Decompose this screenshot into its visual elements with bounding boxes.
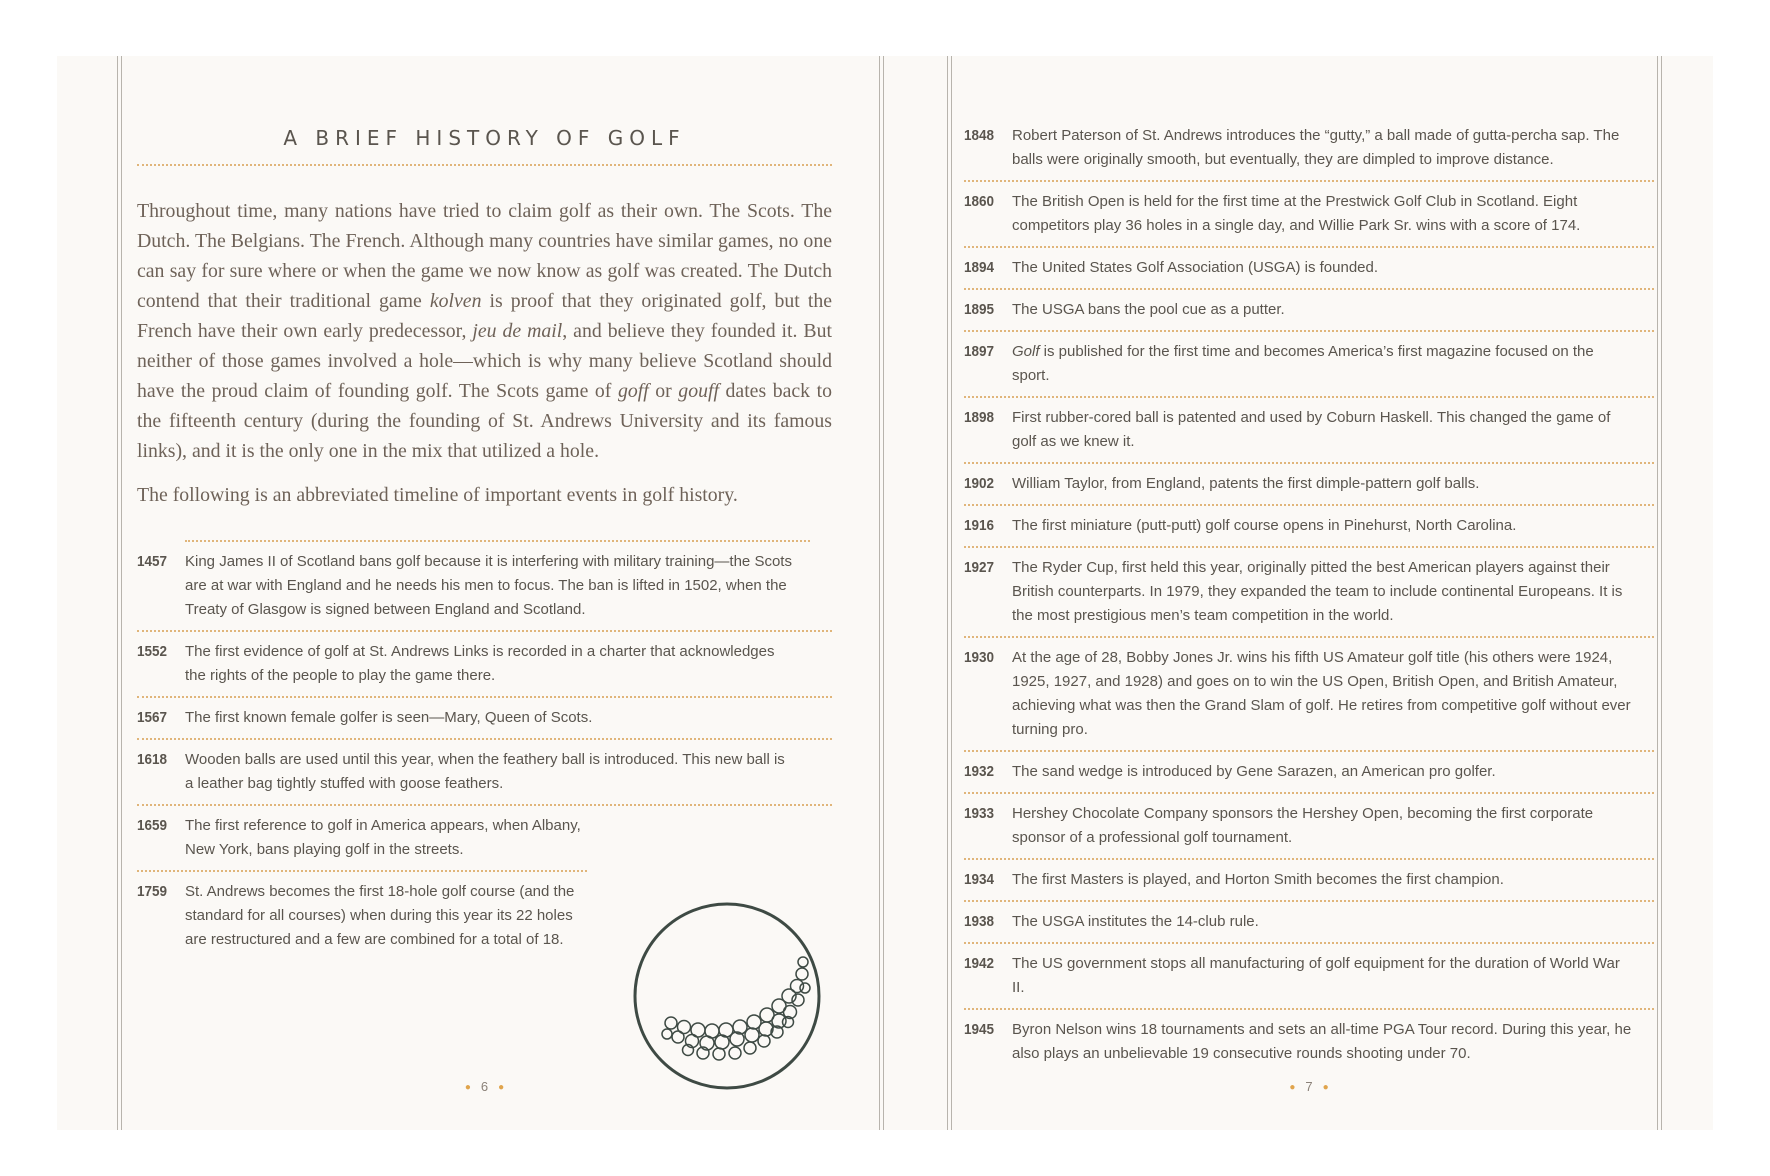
timeline-entry [137, 740, 832, 806]
intro-text: is proof that they originated golf, but the French have their own early predecessor, [137, 290, 832, 342]
timeline-year: 1938 [964, 913, 995, 930]
intro-italic: kolven [429, 290, 482, 312]
intro-italic: jeu de mail [472, 320, 563, 342]
margin-line [1657, 56, 1658, 1130]
page-number-text: 6 [480, 1079, 489, 1094]
margin-line [121, 56, 122, 1130]
timeline-text: The first known female golfer is seen—Mary, Queen of Scots. [185, 709, 593, 726]
timeline-text: The first Masters is played, and Horton Smith becomes the first champion. [1012, 871, 1504, 888]
timeline-year: 1945 [964, 1021, 995, 1038]
timeline-year: 1759 [137, 883, 168, 900]
timeline-year: 1848 [964, 127, 995, 144]
gutter-line [947, 56, 948, 1130]
timeline-year: 1898 [964, 409, 995, 426]
timeline-entry [964, 902, 1654, 944]
timeline-text: The US government stops all manufacturing of golf equipment for the duration of World War II. [1012, 955, 1620, 996]
timeline-year: 1457 [137, 553, 168, 570]
timeline-entry [964, 506, 1654, 548]
timeline-year: 1916 [964, 517, 995, 534]
timeline-year: 1618 [137, 751, 168, 768]
timeline-year: 1659 [137, 817, 168, 834]
page-number-text: 7 [1305, 1079, 1313, 1094]
timeline-text: William Taylor, from England, patents the first dimple-pattern golf balls. [1012, 475, 1480, 492]
timeline-entry [964, 794, 1654, 860]
timeline-year: 1902 [964, 475, 995, 492]
timeline-text: The British Open is held for the first time at the Prestwick Golf Club in Scotland. Eight competitors play 36 holes in a single day, and Willie Park Sr. wins with a score of 174. [1012, 193, 1581, 234]
timeline-entry [964, 116, 1654, 182]
gutter-line [879, 56, 880, 1130]
timeline-text: Wooden balls are used until this year, when the feathery ball is introduced. This new ball is a leather bag tightly stuffed with goose feathers. [185, 751, 785, 792]
timeline-entry [964, 398, 1654, 464]
timeline-year: 1927 [964, 559, 995, 576]
magazine-title: Golf [1012, 343, 1040, 360]
timeline-text: Byron Nelson wins 18 tournaments and sets an all-time PGA Tour record. During this year, he also plays an unbelievable 19 consecutive rounds shooting under 70. [1012, 1021, 1632, 1062]
gutter-line [883, 56, 884, 1130]
intro-text: , and believe they founded it. But neither of those games involved a hole—which is why many believe Scotland should have the proud claim of founding golf. The Scots game of [137, 320, 833, 402]
timeline-year: 1930 [964, 649, 995, 666]
timeline-right [964, 116, 1654, 1074]
timeline-year: 1567 [137, 709, 168, 726]
timeline-year: 1942 [964, 955, 995, 972]
intro-paragraph [137, 196, 832, 466]
timeline-text: St. Andrews becomes the first 18-hole golf course (and the standard for all courses) when during this year its 22 holes are restructured and a few are combined for a total of 18. [185, 883, 575, 948]
timeline-year: 1933 [964, 805, 995, 822]
timeline-entry [964, 752, 1654, 794]
intro-text: dates back to the fifteenth century (during the founding of St. Andrews University and its famous links), and it is the only one in the mix that utilized a hole. [137, 380, 832, 462]
intro-text: or [648, 380, 679, 402]
timeline-entry [964, 860, 1654, 902]
timeline-entry [964, 944, 1654, 1010]
timeline-entry [964, 638, 1654, 752]
timeline-text: The USGA institutes the 14-club rule. [1012, 913, 1259, 930]
timeline-text [1012, 340, 1632, 388]
gutter-line [951, 56, 952, 1130]
golf-ball-icon [627, 896, 827, 1096]
bullet-icon: ● [1289, 1082, 1296, 1094]
page-title: A BRIEF HISTORY OF GOLF [283, 126, 686, 150]
timeline-text: The first reference to golf in America appears, when Albany, New York, bans playing golf in the streets. [185, 817, 581, 858]
timeline-text-rest: is published for the first time and becomes America’s first magazine focused on the sport. [1012, 343, 1594, 384]
timeline-text: The USGA bans the pool cue as a putter. [1012, 301, 1285, 318]
timeline-entry [964, 1010, 1654, 1074]
timeline-text: Hershey Chocolate Company sponsors the Hershey Open, becoming the first corporate sponsor of a professional golf tournament. [1012, 805, 1594, 846]
timeline-entry [137, 542, 832, 632]
timeline-year: 1932 [964, 763, 995, 780]
timeline-entry [964, 332, 1654, 398]
page-number [964, 1079, 1654, 1094]
timeline-entry [964, 290, 1654, 332]
timeline-entry [964, 548, 1654, 638]
timeline-text: The Ryder Cup, first held this year, originally pitted the best American players against their British counterparts. In 1979, they expanded the team to include continental Europeans. It is the most prestigious men’s team competition in the world. [1012, 559, 1623, 624]
timeline-text: Robert Paterson of St. Andrews introduces the “gutty,” a ball made of gutta-percha sap. The balls were originally smooth, but eventually, they are dimpled to improve distance. [1012, 127, 1620, 168]
timeline-entry [137, 632, 832, 698]
timeline-text: The sand wedge is introduced by Gene Sarazen, an American pro golfer. [1012, 763, 1496, 780]
timeline-text: King James II of Scotland bans golf because it is interfering with military training—the Scots are at war with England and he needs his men to focus. The ban is lifted in 1502, when the Treaty of Glasgow is signed between England and Scotland. [185, 553, 792, 618]
timeline-text: The first miniature (putt-putt) golf course opens in Pinehurst, North Carolina. [1012, 517, 1517, 534]
page-number [137, 1079, 832, 1094]
timeline-text: At the age of 28, Bobby Jones Jr. wins his fifth US Amateur golf title (his others were 1924, 1925, 1927, and 1928) and goes on to win the US Open, British Open, and British Amateur, achieving what was then the Grand Slam of golf. He retires from competitive golf without ever turning pro. [1012, 649, 1631, 738]
bullet-icon: ● [464, 1082, 471, 1094]
timeline-text: First rubber-cored ball is patented and used by Coburn Haskell. This changed the game of golf as we knew it. [1012, 409, 1611, 450]
intro-paragraph-2: The following is an abbreviated timeline of important events in golf history. [137, 484, 738, 506]
bullet-icon: ● [1322, 1082, 1329, 1094]
timeline-entry [137, 698, 832, 740]
timeline-year: 1552 [137, 643, 168, 660]
timeline-entry [137, 806, 587, 872]
timeline-entry [137, 872, 587, 960]
timeline-entry [964, 182, 1654, 248]
timeline-entry [964, 248, 1654, 290]
margin-line [1661, 56, 1662, 1130]
left-page [137, 56, 832, 1130]
timeline-year: 1895 [964, 301, 995, 318]
timeline-year: 1860 [964, 193, 995, 210]
timeline-text: The first evidence of golf at St. Andrews Links is recorded in a charter that acknowledges the rights of the people to play the game there. [185, 643, 775, 684]
timeline-entry [964, 464, 1654, 506]
bullet-icon: ● [498, 1082, 505, 1094]
book-spread [57, 56, 1713, 1130]
intro-italic: gouff [678, 380, 719, 402]
title-divider [137, 164, 832, 166]
right-page [964, 56, 1654, 1130]
intro-italic: goff [617, 380, 649, 402]
timeline-text: The United States Golf Association (USGA) is founded. [1012, 259, 1379, 276]
intro-text: Throughout time, many nations have tried to claim golf as their own. The Scots. The Dutch. The Belgians. The French. Although many countries have similar games, no one can say for sure where or when the game we now know as golf was created. The Dutch contend that their traditional game [137, 200, 832, 312]
margin-line [117, 56, 118, 1130]
timeline-year: 1894 [964, 259, 995, 276]
timeline-year: 1897 [964, 343, 995, 360]
timeline-year: 1934 [964, 871, 995, 888]
